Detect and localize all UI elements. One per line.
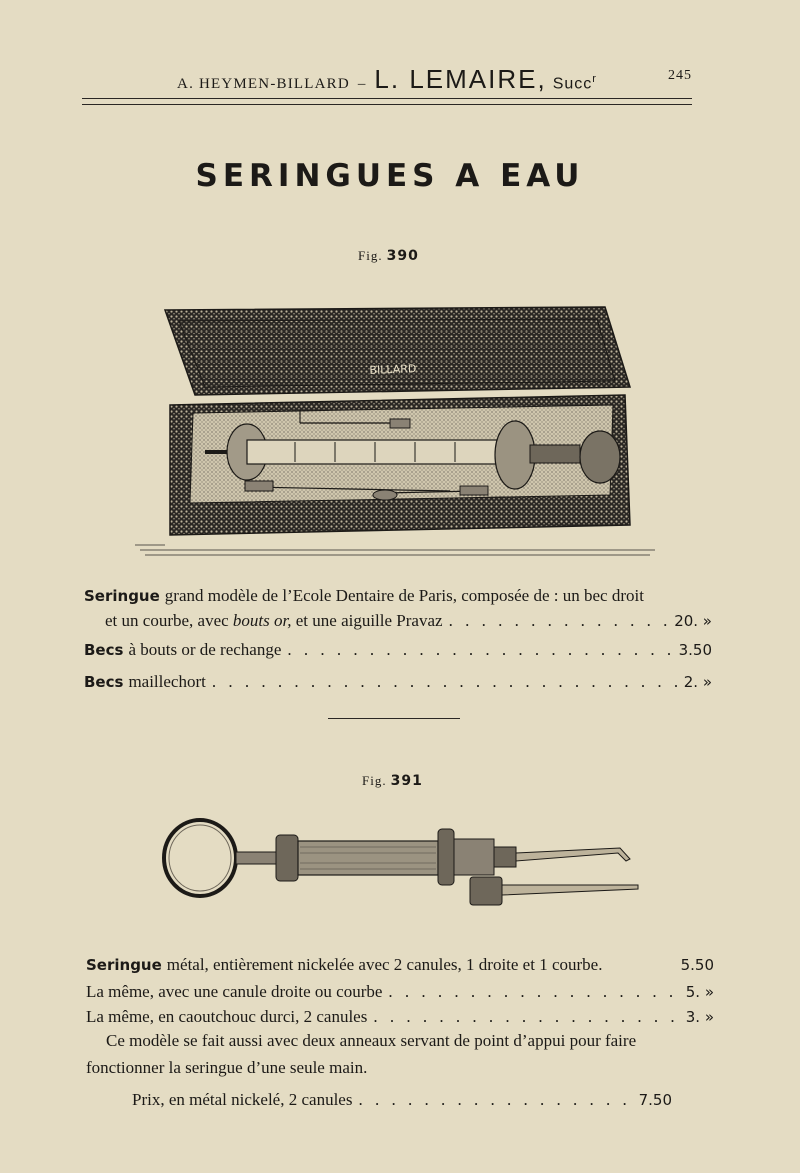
header-separator: –: [357, 76, 367, 92]
figure-390-syringe-case-illustration: [135, 295, 660, 563]
header-succ-text: Succ: [552, 75, 593, 92]
header-left: A. HEYMEN-BILLARD: [177, 76, 350, 92]
item-391-caoutchouc: [86, 1007, 714, 1027]
item-391-caoutchouc-price: 3. »: [685, 1008, 714, 1026]
header-middle: L. LEMAIRE,: [374, 64, 547, 94]
leader-dots: [212, 672, 678, 692]
figure-391-prefix: Fig.: [362, 773, 387, 788]
price-line-price: 7.50: [638, 1091, 672, 1109]
item-391-caoutchouc-text: La même, en caoutchouc durci, 2 canules: [86, 1007, 368, 1026]
item-becs-or-text: à bouts or de rechange: [128, 640, 282, 659]
leader-dots: [449, 611, 669, 631]
item-391-droite-price: 5. »: [685, 983, 714, 1001]
item-390-keyword: Seringue: [84, 587, 160, 605]
item-391-droite: [86, 982, 714, 1002]
item-390-continuation: [105, 611, 712, 631]
page-number: 245: [668, 68, 692, 83]
header-succ-sup: r: [592, 72, 597, 85]
figure-390-prefix: Fig.: [358, 248, 383, 263]
item-becs-maillechort: [84, 672, 712, 692]
item-390-cont-a: et un courbe, avec: [105, 611, 229, 630]
item-390-main: [84, 586, 714, 606]
leader-dots: [388, 982, 679, 1002]
page-title: SERINGUES A EAU: [195, 158, 585, 194]
item-becs-maillechort-price: 2. »: [683, 673, 712, 691]
note-line-1: [106, 1031, 718, 1051]
item-391-droite-text: La même, avec une canule droite ou courbe: [86, 982, 383, 1001]
item-390-text: grand modèle de l’Ecole Dentaire de Paris, composée de : un bec droit: [164, 586, 644, 605]
price-line-text: Prix, en métal nickelé, 2 canules: [132, 1090, 353, 1109]
item-390-cont-b: et une aiguille Pravaz: [295, 611, 443, 630]
item-becs-maillechort-keyword: Becs: [84, 673, 124, 691]
figure-391-caption: [362, 773, 423, 789]
item-becs-or: [84, 640, 712, 660]
note-line-2-text: fonctionner la seringue d’une seule main.: [86, 1058, 368, 1077]
item-391-keyword: Seringue: [86, 956, 162, 974]
item-391-text: métal, entièrement nickelée avec 2 canules, 1 droite et 1 courbe.: [166, 955, 603, 974]
header-double-rule: [82, 98, 692, 105]
figure-391-metal-syringe-illustration: [160, 815, 640, 915]
figure-390-caption: [358, 248, 419, 264]
note-line-1-text: Ce modèle se fait aussi avec deux anneaux servant de point d’appui pour faire: [106, 1031, 637, 1050]
section-divider: [328, 718, 460, 719]
item-390-price: 20. »: [674, 612, 712, 630]
item-becs-or-keyword: Becs: [84, 641, 124, 659]
note-line-2: [86, 1058, 686, 1078]
figure-391-number: 391: [390, 773, 423, 789]
item-becs-maillechort-text: maillechort: [128, 672, 206, 691]
header-succ: [553, 73, 597, 93]
leader-dots: [358, 1090, 632, 1110]
leader-dots: [373, 1007, 679, 1027]
item-390-cont-italic: bouts or,: [232, 611, 292, 630]
item-391-main: [86, 955, 714, 975]
item-391-price: 5.50: [680, 956, 714, 974]
price-line: [132, 1090, 672, 1110]
leader-dots: [287, 640, 672, 660]
figure-390-number: 390: [386, 248, 419, 264]
running-header: [82, 64, 692, 94]
case-brand-label: BILLARD: [369, 362, 417, 377]
item-becs-or-price: 3.50: [678, 641, 712, 659]
